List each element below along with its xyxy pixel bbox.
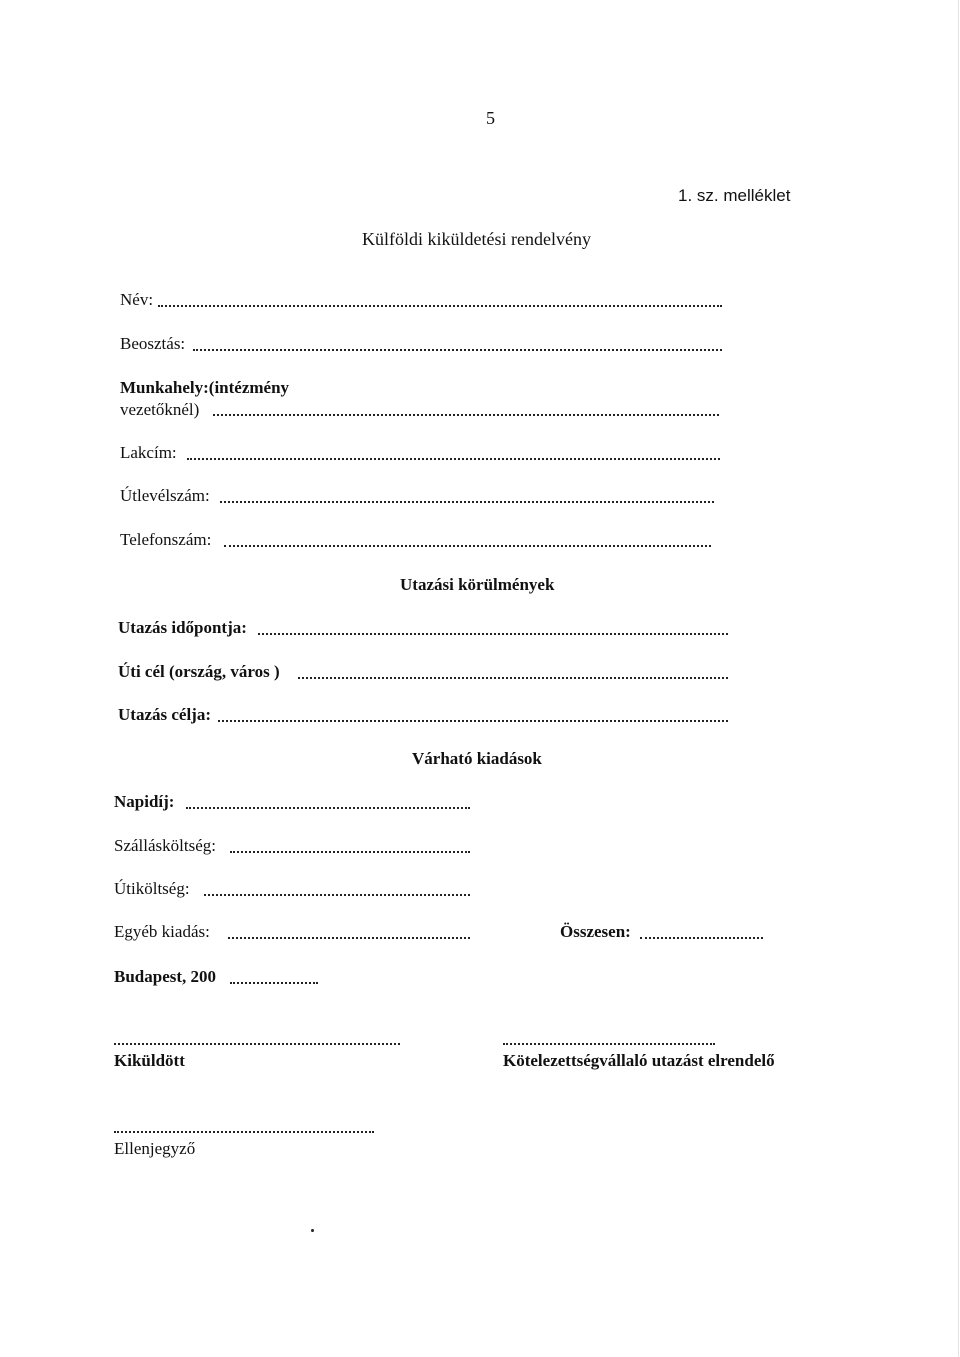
name-field[interactable] — [158, 305, 722, 307]
document-title: Külföldi kiküldetési rendelvény — [362, 229, 591, 249]
page-edge-line — [958, 0, 959, 1357]
workplace-label-line1: Munkahely:(intézmény — [120, 378, 290, 397]
countersign-signature-line[interactable] — [114, 1131, 374, 1133]
workplace-label-line2: vezetőknél) — [120, 400, 200, 419]
travel-cost-field[interactable] — [204, 894, 470, 896]
other-expense-field[interactable] — [228, 937, 470, 939]
countersign-signature-label: Ellenjegyző — [114, 1139, 196, 1158]
delegate-signature-label: Kiküldött — [114, 1051, 185, 1070]
page-number: 5 — [486, 108, 495, 128]
passport-field[interactable] — [220, 501, 714, 503]
accommodation-field[interactable] — [230, 851, 470, 853]
per-diem-label: Napidíj: — [114, 792, 175, 811]
expenses-heading: Várható kiadások — [412, 749, 542, 768]
total-label: Összesen: — [560, 922, 631, 941]
travel-date-label: Utazás időpontja: — [118, 618, 247, 637]
address-label: Lakcím: — [120, 443, 177, 462]
commitment-signature-line[interactable] — [503, 1043, 715, 1045]
per-diem-field[interactable] — [186, 807, 470, 809]
annex-label: 1. sz. melléklet — [678, 186, 791, 205]
position-label: Beosztás: — [120, 334, 186, 353]
commitment-signature-label: Kötelezettségvállaló utazást elrendelő — [503, 1051, 775, 1070]
delegate-signature-line[interactable] — [114, 1043, 400, 1045]
purpose-field[interactable] — [218, 720, 728, 722]
accommodation-label: Szállásköltség: — [114, 836, 216, 855]
passport-label: Útlevélszám: — [120, 486, 210, 505]
destination-label: Úti cél (ország, város ) — [118, 662, 280, 681]
travel-cost-label: Útiköltség: — [114, 879, 190, 898]
place-date-label: Budapest, 200 — [114, 967, 217, 986]
date-field[interactable] — [230, 982, 318, 984]
position-field[interactable] — [193, 349, 722, 351]
total-field[interactable] — [640, 937, 763, 939]
workplace-field[interactable] — [213, 414, 719, 416]
scan-speck — [311, 1229, 314, 1232]
name-label: Név: — [120, 290, 154, 309]
address-field[interactable] — [187, 458, 720, 460]
purpose-label: Utazás célja: — [118, 705, 211, 724]
phone-label: Telefonszám: — [120, 530, 212, 549]
other-expense-label: Egyéb kiadás: — [114, 922, 210, 941]
travel-date-field[interactable] — [258, 633, 728, 635]
travel-heading: Utazási körülmények — [400, 575, 555, 594]
destination-field[interactable] — [298, 677, 728, 679]
phone-field[interactable] — [224, 545, 711, 547]
